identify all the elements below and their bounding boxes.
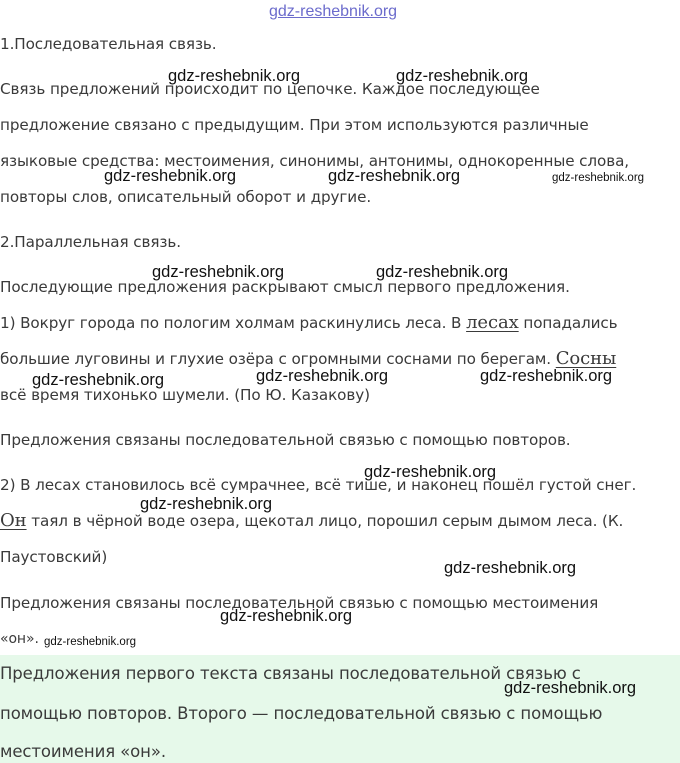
- example-2-line: 2) В лесах становилось всё сумрачнее, всё тише, и наконец пошёл густой снег.: [0, 476, 637, 494]
- text-line: Последующие предложения раскрывают смысл первого предложения.: [0, 278, 570, 296]
- answer-line: помощью повторов. Второго — последовательной связью с помощью: [0, 704, 603, 723]
- text-line: Связь предложений происходит по цепочке. Каждое последующее: [0, 80, 540, 98]
- text-line: повторы слов, описательный оборот и другие.: [0, 188, 372, 206]
- underlined-word: Сосны: [555, 348, 617, 369]
- underlined-word: лесах: [466, 312, 519, 333]
- text-line: «он».: [0, 631, 39, 647]
- text-line: языковые средства: местоимения, синонимы, антонимы, однокоренные слова,: [0, 152, 630, 170]
- text-line: Предложения связаны последовательной связью с помощью местоимения: [0, 594, 599, 612]
- example-1-line: всё время тихонько шумели. (По Ю. Казакову): [0, 386, 370, 404]
- watermark: gdz-reshebnik.org: [480, 367, 613, 385]
- underlined-word: Он: [0, 510, 27, 531]
- heading-sequential: 1.Последовательная связь.: [0, 35, 217, 53]
- text-fragment: таял в чёрной воде озера, щекотал лицо, порошил серым дымом леса. (К.: [26, 512, 624, 530]
- watermark: gdz-reshebnik.org: [152, 263, 285, 281]
- text-fragment: попадались: [518, 314, 618, 332]
- example-2-line: [0, 510, 623, 532]
- watermark: gdz-reshebnik.org: [444, 559, 577, 577]
- watermark: gdz-reshebnik.org: [220, 607, 353, 625]
- watermark: gdz-reshebnik.org: [504, 679, 637, 697]
- watermark: gdz-reshebnik.org: [32, 371, 165, 389]
- watermark: gdz-reshebnik.org: [168, 67, 301, 85]
- text-line: предложение связано с предыдущим. При этом используются различные: [0, 116, 589, 134]
- watermark: gdz-reshebnik.org: [140, 495, 273, 513]
- watermark-link[interactable]: gdz-reshebnik.org: [269, 3, 398, 20]
- heading-parallel: 2.Параллельная связь.: [0, 233, 181, 251]
- watermark: gdz-reshebnik.org: [104, 167, 237, 185]
- answer-line: Предложения первого текста связаны последовательной связью с: [0, 664, 581, 683]
- watermark: gdz-reshebnik.org: [328, 167, 461, 185]
- text-line: Предложения связаны последовательной связью с помощью повторов.: [0, 431, 571, 449]
- watermark: gdz-reshebnik.org: [364, 463, 497, 481]
- answer-line: местоимения «он».: [0, 742, 166, 761]
- watermark: gdz-reshebnik.org: [552, 172, 645, 184]
- text-fragment: большие луговины и глухие озёра с огромными соснами по берегам.: [0, 350, 556, 368]
- example-2-line: Паустовский): [0, 548, 108, 566]
- text-fragment: 1) Вокруг города по пологим холмам раскинулись леса. В: [0, 314, 467, 332]
- watermark: gdz-reshebnik.org: [44, 636, 137, 648]
- watermark: gdz-reshebnik.org: [256, 367, 389, 385]
- watermark: gdz-reshebnik.org: [376, 263, 509, 281]
- watermark: gdz-reshebnik.org: [396, 67, 529, 85]
- answer-box: [0, 655, 680, 763]
- example-1-line: [0, 312, 618, 334]
